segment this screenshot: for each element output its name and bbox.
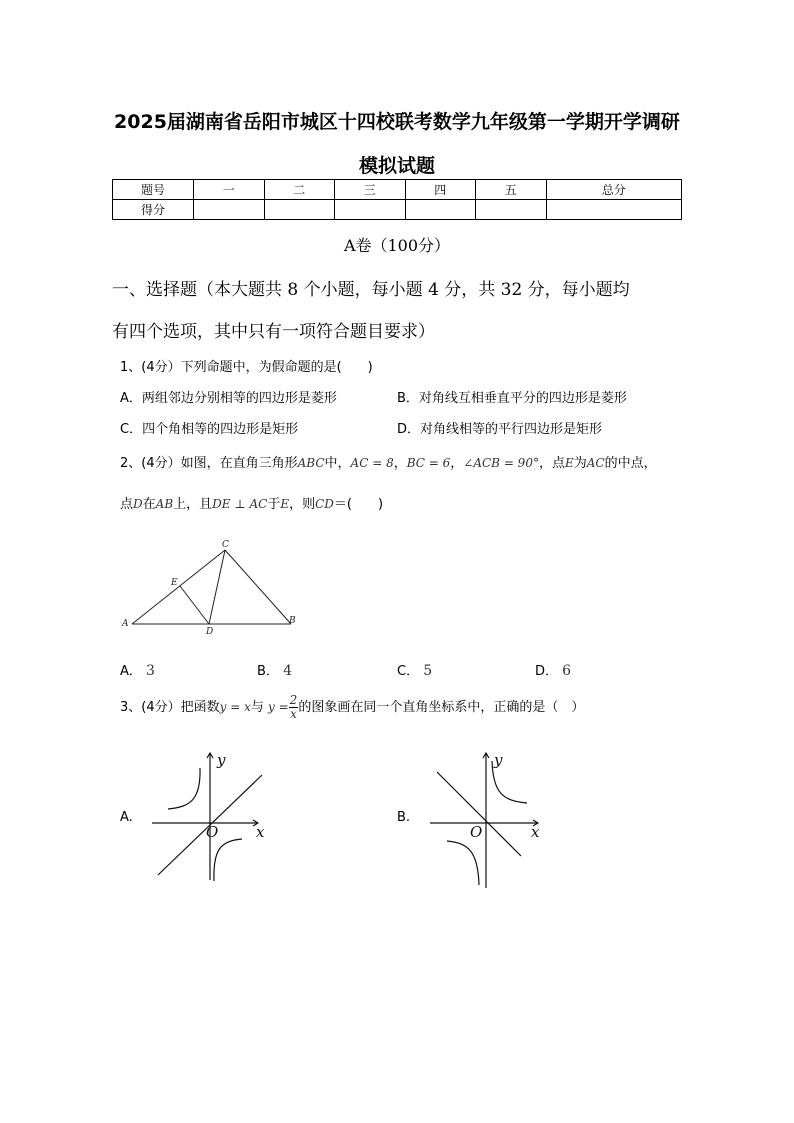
y-axis-label: y [217, 751, 226, 769]
option-label: B． [397, 391, 419, 406]
table-cell: 得分 [113, 200, 194, 220]
page-title-line2: 模拟试题 [358, 155, 435, 177]
vertex-a-label: A [122, 619, 129, 629]
text: ，点 [538, 456, 565, 471]
math-expr: AC = 8 [350, 456, 394, 470]
table-cell: 总分 [546, 180, 682, 200]
option-text: 四个角相等的四边形是矩形 [142, 422, 299, 437]
score-input-cell[interactable] [405, 200, 476, 220]
table-cell: 二 [264, 180, 335, 200]
segment-de [180, 586, 209, 624]
line-y-equals-negative-x [437, 772, 521, 856]
table-cell: 三 [335, 180, 406, 200]
vertex-b-label: B [289, 616, 296, 626]
score-input-cell[interactable] [476, 200, 547, 220]
text: 的中点， [604, 456, 657, 471]
math-expr: E [564, 456, 574, 470]
question-2-stem-line2 [120, 493, 383, 512]
text: 上，且 [173, 497, 213, 512]
score-input-cell[interactable] [546, 200, 682, 220]
math-expr: CD [315, 497, 334, 511]
option-value: 3 [146, 663, 155, 679]
math-expr: ∠ACB = 90° [463, 456, 539, 470]
option-text: 两组邻边分别相等的四边形是菱形 [141, 391, 337, 406]
text: 在 [142, 497, 156, 512]
text: 中， [324, 456, 351, 471]
q1-option-a[interactable] [120, 387, 337, 406]
y-axis-label: y [494, 751, 503, 769]
text: ， [393, 456, 407, 471]
text: 为 [573, 456, 587, 471]
text: 3、(4分）把函数 [120, 700, 220, 715]
text: 点 [120, 497, 134, 512]
score-table-score-row [113, 200, 682, 220]
option-label: C． [120, 422, 143, 437]
score-input-cell[interactable] [335, 200, 406, 220]
triangle-figure [118, 535, 308, 640]
section-heading-line1: 一、选择题（本大题共 8 个小题，每小题 4 分，共 32 分，每小题均 [112, 280, 630, 300]
text: ， [450, 456, 464, 471]
volume-title: A卷（100分） [343, 236, 451, 255]
x-axis-label: x [531, 823, 540, 841]
page-title: 2025届湖南省岳阳市城区十四校联考数学九年级第一学期开学调研 [114, 111, 680, 133]
q2-option-b[interactable] [257, 660, 292, 679]
math-expr: AB [155, 497, 174, 511]
text: 于 [267, 497, 281, 512]
score-table-header-row [113, 180, 682, 200]
text: 2、(4分）如图，在直角三角形 [120, 456, 298, 471]
text: ，则 [289, 497, 316, 512]
score-table [112, 179, 682, 220]
graph-option-a[interactable] [150, 745, 275, 885]
vertex-c-label: C [222, 540, 229, 550]
origin-label: O [206, 823, 219, 841]
hyperbola-branch-lower-right [214, 839, 242, 881]
math-expr: BC = 6 [406, 456, 451, 470]
question-2-stem-line1 [120, 452, 657, 471]
option-label: D． [535, 664, 559, 679]
fraction-numerator: 2 [289, 693, 298, 707]
option-value: 4 [283, 663, 292, 679]
option-text: 对角线相等的平行四边形是矩形 [420, 422, 603, 437]
fraction-denominator: x [290, 707, 297, 721]
math-expr: y = x [219, 700, 251, 714]
math-expr: AC [586, 456, 605, 470]
table-cell: 题号 [113, 180, 194, 200]
math-expr: y = [268, 700, 289, 714]
q2-option-d[interactable] [535, 660, 571, 679]
option-label: A． [120, 664, 142, 679]
question-3-stem [120, 694, 584, 721]
section-heading-line2: 有四个选项，其中只有一项符合题目要求） [112, 322, 435, 342]
option-label: C． [397, 664, 420, 679]
segment-bc [225, 550, 291, 624]
table-cell: 一 [194, 180, 265, 200]
math-expr: E [280, 497, 290, 511]
q2-option-c[interactable] [397, 660, 432, 679]
option-label: D． [397, 422, 421, 437]
vertex-e-label: E [171, 578, 178, 588]
option-value: 6 [562, 663, 572, 679]
q3-option-a-label[interactable]: A. [120, 810, 133, 825]
option-label: A． [120, 391, 142, 406]
score-input-cell[interactable] [194, 200, 265, 220]
text: 的图象画在同一个直角坐标系中，正确的是（ ） [298, 700, 585, 715]
text: 与 [250, 700, 264, 715]
x-axis-label: x [256, 823, 265, 841]
q1-option-c[interactable] [120, 418, 298, 437]
q2-option-a[interactable] [120, 660, 155, 679]
hyperbola-branch-lower-left [447, 841, 479, 885]
table-cell: 五 [476, 180, 547, 200]
score-input-cell[interactable] [264, 200, 335, 220]
question-1-stem: 1、(4分）下列命题中，为假命题的是( ) [120, 360, 373, 375]
option-text: 对角线互相垂直平分的四边形是菱形 [418, 391, 627, 406]
table-cell: 四 [405, 180, 476, 200]
origin-label: O [470, 823, 483, 841]
q3-option-b-label[interactable]: B. [397, 810, 411, 825]
option-label: B． [257, 664, 279, 679]
text: ＝( ) [333, 497, 384, 512]
math-expr: D [133, 497, 143, 511]
option-value: 5 [423, 663, 433, 679]
fraction [289, 694, 299, 721]
vertex-d-label: D [206, 627, 214, 637]
math-expr: DE ⊥ AC [212, 497, 268, 511]
graph-option-b[interactable] [425, 745, 550, 893]
q1-option-d[interactable] [397, 418, 602, 437]
hyperbola-branch-upper-left [168, 768, 200, 809]
math-expr: ABC [297, 456, 325, 470]
q1-option-b[interactable] [397, 387, 627, 406]
